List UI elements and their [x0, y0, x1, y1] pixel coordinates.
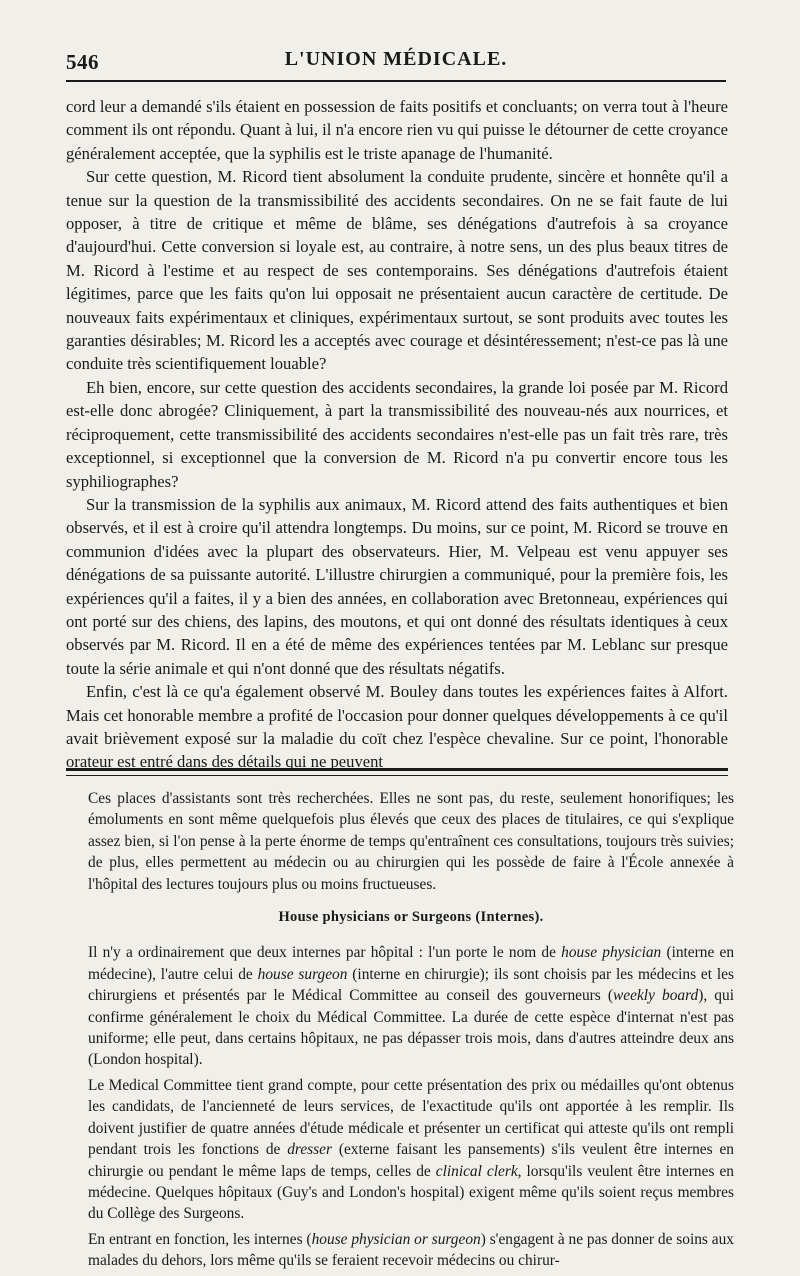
running-title: L'UNION MÉDICALE. — [284, 48, 508, 70]
italic-term: dresser — [287, 1141, 332, 1159]
page-header — [66, 46, 726, 80]
feuilleton-paragraph: Il n'y a ordinairement que deux internes par hôpital : l'un porte le nom de house physician (interne en médecine), l'autre celui de house surgeon (interne en chirurgie); ils sont choisis par les médecins et les chirurgiens et présentés par le Médical Committee au conseil des gouverneurs (weekly board), qui confirme généralement le choix du Médical Committee. La durée de cette espèce d'internat n'est pas uniforme; elle peut, dans certains hôpitaux, ne pas dépasser trois mois, dans d'autres atteindre deux ans (London hospital). — [88, 944, 735, 1069]
feuilleton-paragraph: En entrant en fonction, les internes (house physician or surgeon) s'engagent à ne pas donner de soins aux malades du dehors, lors même qu'ils se feraient recevoir médecins ou chirur- — [88, 1230, 734, 1270]
article-paragraph: cord leur a demandé s'ils étaient en possession de faits positifs et concluants; on verra tout à l'heure comment ils ont répondu. Quant à lui, il n'a encore rien vu qui puisse le détourner de cette croyance généralement acceptée, que la syphilis est le triste apanage de l'humanité. — [66, 97, 728, 163]
italic-term: house physician or surgeon — [311, 1230, 481, 1248]
italic-term: house surgeon — [257, 965, 348, 983]
italic-term: weekly board — [613, 987, 699, 1005]
article-paragraph: Enfin, c'est là ce qu'a également observé M. Bouley dans toutes les expériences faites à Alfort. Mais cet honorable membre a profité de l'occasion pour donner quelques développements à ce qu'il avait brièvement exposé sur la maladie du coït chez l'espèce chevaline. Sur ce point, l'honorable orateur est entré dans des détails qui ne peuvent — [66, 682, 728, 772]
article-paragraph: Sur cette question, M. Ricord tient absolument la conduite prudente, sincère et honnête qu'il a tenue sur la question de la transmissibilité des accidents secondaires. On ne se fait faute de lui opposer, à titre de critique et même de blâme, ses dénégations d'autrefois à sa croyance d'aujourd'hui. Cette conversion si loyale est, au contraire, à notre sens, un des plus beaux titres de M. Ricord à l'estime et au respect de ses contemporains. Ses dénégations d'autrefois étaient légitimes, parce que les faits qu'on lui opposait ne présentaient aucun caractère de certitude. De nouveaux faits expérimentaux et cliniques, expérimentaux surtout, se sont produits avec toutes les garanties désirables; M. Ricord les a acceptés avec courage et désintéressement; n'est-ce pas là une conduite très scientifiquement louable? — [66, 167, 728, 374]
article-paragraph: Eh bien, encore, sur cette question des accidents secondaires, la grande loi posée par M. Ricord est-elle donc abrogée? Cliniquement, à part la transmissibilité des nouveau-nés aux nourrices, et réciproquement, cette transmissibilité des accidents secondaires n'est-elle pas un fait très rare, très exceptionnel, si exceptionnel que la conversion de M. Ricord n'a pu convertir encore tous les syphiliographes? — [66, 377, 728, 491]
section-heading: House physicians or Surgeons (Internes). — [278, 909, 544, 926]
header-rule — [66, 80, 726, 82]
feuilleton-paragraph: Ces places d'assistants sont très recherchées. Elles ne sont pas, du reste, seulement honorifiques; les émoluments en sont même quelquefois plus élevés que ceux des places de titulaires, ce qui s'explique assez bien, si l'on pense à la perte énorme de temps qu'entraînent ces consultations, toujours très suivies; de plus, elles permettent au médecin ou au chirurgien qui les possède de faire à l'École annexée à l'hôpital des lectures toujours plus ou moins fructueuses. — [88, 790, 734, 893]
article-paragraph: Sur la transmission de la syphilis aux animaux, M. Ricord attend des faits authentiques et bien observés, et il est à croire qu'il attendra longtemps. Du moins, sur ce point, M. Ricord se trouve en communion d'idées avec la plupart des observateurs. Hier, M. Velpeau est venu appuyer ses dénégations de sa puissante autorité. L'illustre chirurgien a communiqué, pour la première fois, les expériences qu'il a faites, il y a bien des années, en collaboration avec Bretonneau, expériences qui ont porté sur des chiens, des lapins, des moutons, et qui ont donné des résultats identiques à ceux observés par M. Ricord. Il en a été de même des expériences tentées par M. Leblanc sur presque toute la série animale et qui n'ont donné que des résultats négatifs. — [66, 494, 728, 678]
page-number: 546 — [66, 50, 99, 74]
feuilleton-paragraph: Le Medical Committee tient grand compte, pour cette présentation des prix ou médailles qu'ont obtenus les candidats, de l'ancienneté de leurs services, de l'exactitude qu'ils ont apportée à les remplir. Ils doivent justifier de quatre années d'étude médicale et présenter un certificat qui atteste qu'ils ont rempli pendant trois les fonctions de dresser (externe faisant les pansements) s'ils veulent être internes en chirurgie ou pendant le même laps de temps, celles de clinical clerk, lorsqu'ils veulent être internes en médecine. Quelques hôpitaux (Guy's and London's hospital) exigent même qu'ils soient reçus membres du Collège des Surgeons. — [88, 1076, 734, 1223]
feuilleton-section — [88, 788, 734, 1276]
feuilleton-divider — [66, 768, 728, 776]
italic-term: house physician — [561, 944, 662, 962]
italic-term: clinical clerk — [435, 1162, 518, 1180]
main-article — [66, 95, 728, 774]
